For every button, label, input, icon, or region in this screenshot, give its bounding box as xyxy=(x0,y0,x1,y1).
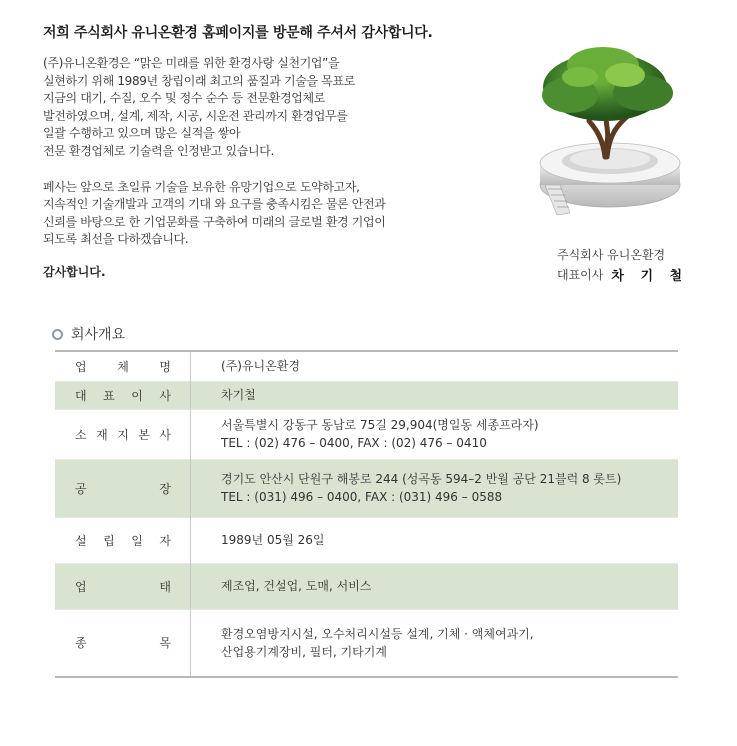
row-value: 차기철 xyxy=(221,388,256,402)
row-value: 환경오염방지시설, 오수처리시설등 설계, 기체 · 액체여과기, 산업용기계장비, 필터, 기타기계 xyxy=(221,626,534,659)
row-value: 경기도 안산시 단원구 해봉로 244 (성곡동 594–2 반월 공단 21블럭 8 롯트) TEL : (031) 496 – 0400, FAX : (031) 496 – 0588 xyxy=(221,472,622,504)
intro-line: 신뢰를 바탕으로 한 기업문화를 구축하여 미래의 글로벌 환경 기업이 xyxy=(43,214,386,229)
row-value: 제조업, 건설업, 도매, 서비스 xyxy=(221,579,372,593)
section-title xyxy=(52,324,125,344)
row-value: (주)유니온환경 xyxy=(221,359,300,374)
table-row xyxy=(55,381,678,409)
table-row xyxy=(55,517,678,563)
table-row xyxy=(55,351,678,381)
intro-line: (주)유니온환경은 “맑은 미래를 위한 환경사랑 실천기업”을 xyxy=(43,56,340,70)
intro-line: 지속적인 기술개발과 고객의 기대 와 요구를 충족시킴은 물론 안전과 xyxy=(43,197,386,212)
row-label: 설 립 일 자 xyxy=(55,517,191,563)
row-label: 대 표 이 사 xyxy=(55,381,191,409)
table-row xyxy=(55,409,678,459)
row-value: 서울특별시 강동구 동남로 75길 29,904(명일동 세종프라자) TEL : (02) 476 – 0400, FAX : (02) 476 – 0410 xyxy=(221,418,539,450)
intro-line: 지금의 대기, 수질, 오수 및 정수 순수 등 전문환경업체로 xyxy=(43,91,325,106)
circle-bullet-icon xyxy=(52,329,63,340)
intro-line: 폐사는 앞으로 초일류 기술을 보유한 유망기업으로 도약하고자, xyxy=(43,179,360,194)
closing-text: 감사합니다. xyxy=(43,265,106,279)
tree-illustration xyxy=(515,35,690,220)
table-row xyxy=(55,563,678,609)
company-signature: 주식회사 유니온환경 xyxy=(557,248,666,262)
ceo-name: 차 기 철 xyxy=(611,269,689,284)
section-title-text: 회사개요 xyxy=(71,327,126,343)
greeting-title: 저희 주식회사 유니온환경 홈페이지를 방문해 주셔서 감사합니다. xyxy=(43,25,433,41)
company-info-table xyxy=(55,350,678,678)
row-label: 종 목 xyxy=(55,609,191,677)
table-row xyxy=(55,459,678,517)
row-label: 업 태 xyxy=(55,563,191,609)
intro-line: 되도록 최선을 다하겠습니다. xyxy=(43,232,189,247)
row-label: 소 재 지 본 사 xyxy=(55,409,191,459)
row-value: 1989년 05월 26일 xyxy=(221,533,325,547)
greeting-intro xyxy=(43,55,453,249)
row-label: 공 장 xyxy=(55,459,191,517)
intro-line: 실현하기 위해 1989년 창립이래 최고의 품질과 기술을 목표로 xyxy=(43,73,355,88)
intro-line: 발전하였으며, 설계, 제작, 시공, 시운전 관리까지 환경업무를 xyxy=(43,108,348,123)
row-label: 업 체 명 xyxy=(55,351,191,381)
ceo-signature xyxy=(557,265,688,284)
table-row xyxy=(55,609,678,677)
ceo-title: 대표이사 xyxy=(557,268,604,282)
intro-line: 전문 환경업체로 기술력을 인정받고 있습니다. xyxy=(43,143,274,158)
intro-line: 일괄 수행하고 있으며 많은 실적을 쌓아 xyxy=(43,126,241,141)
